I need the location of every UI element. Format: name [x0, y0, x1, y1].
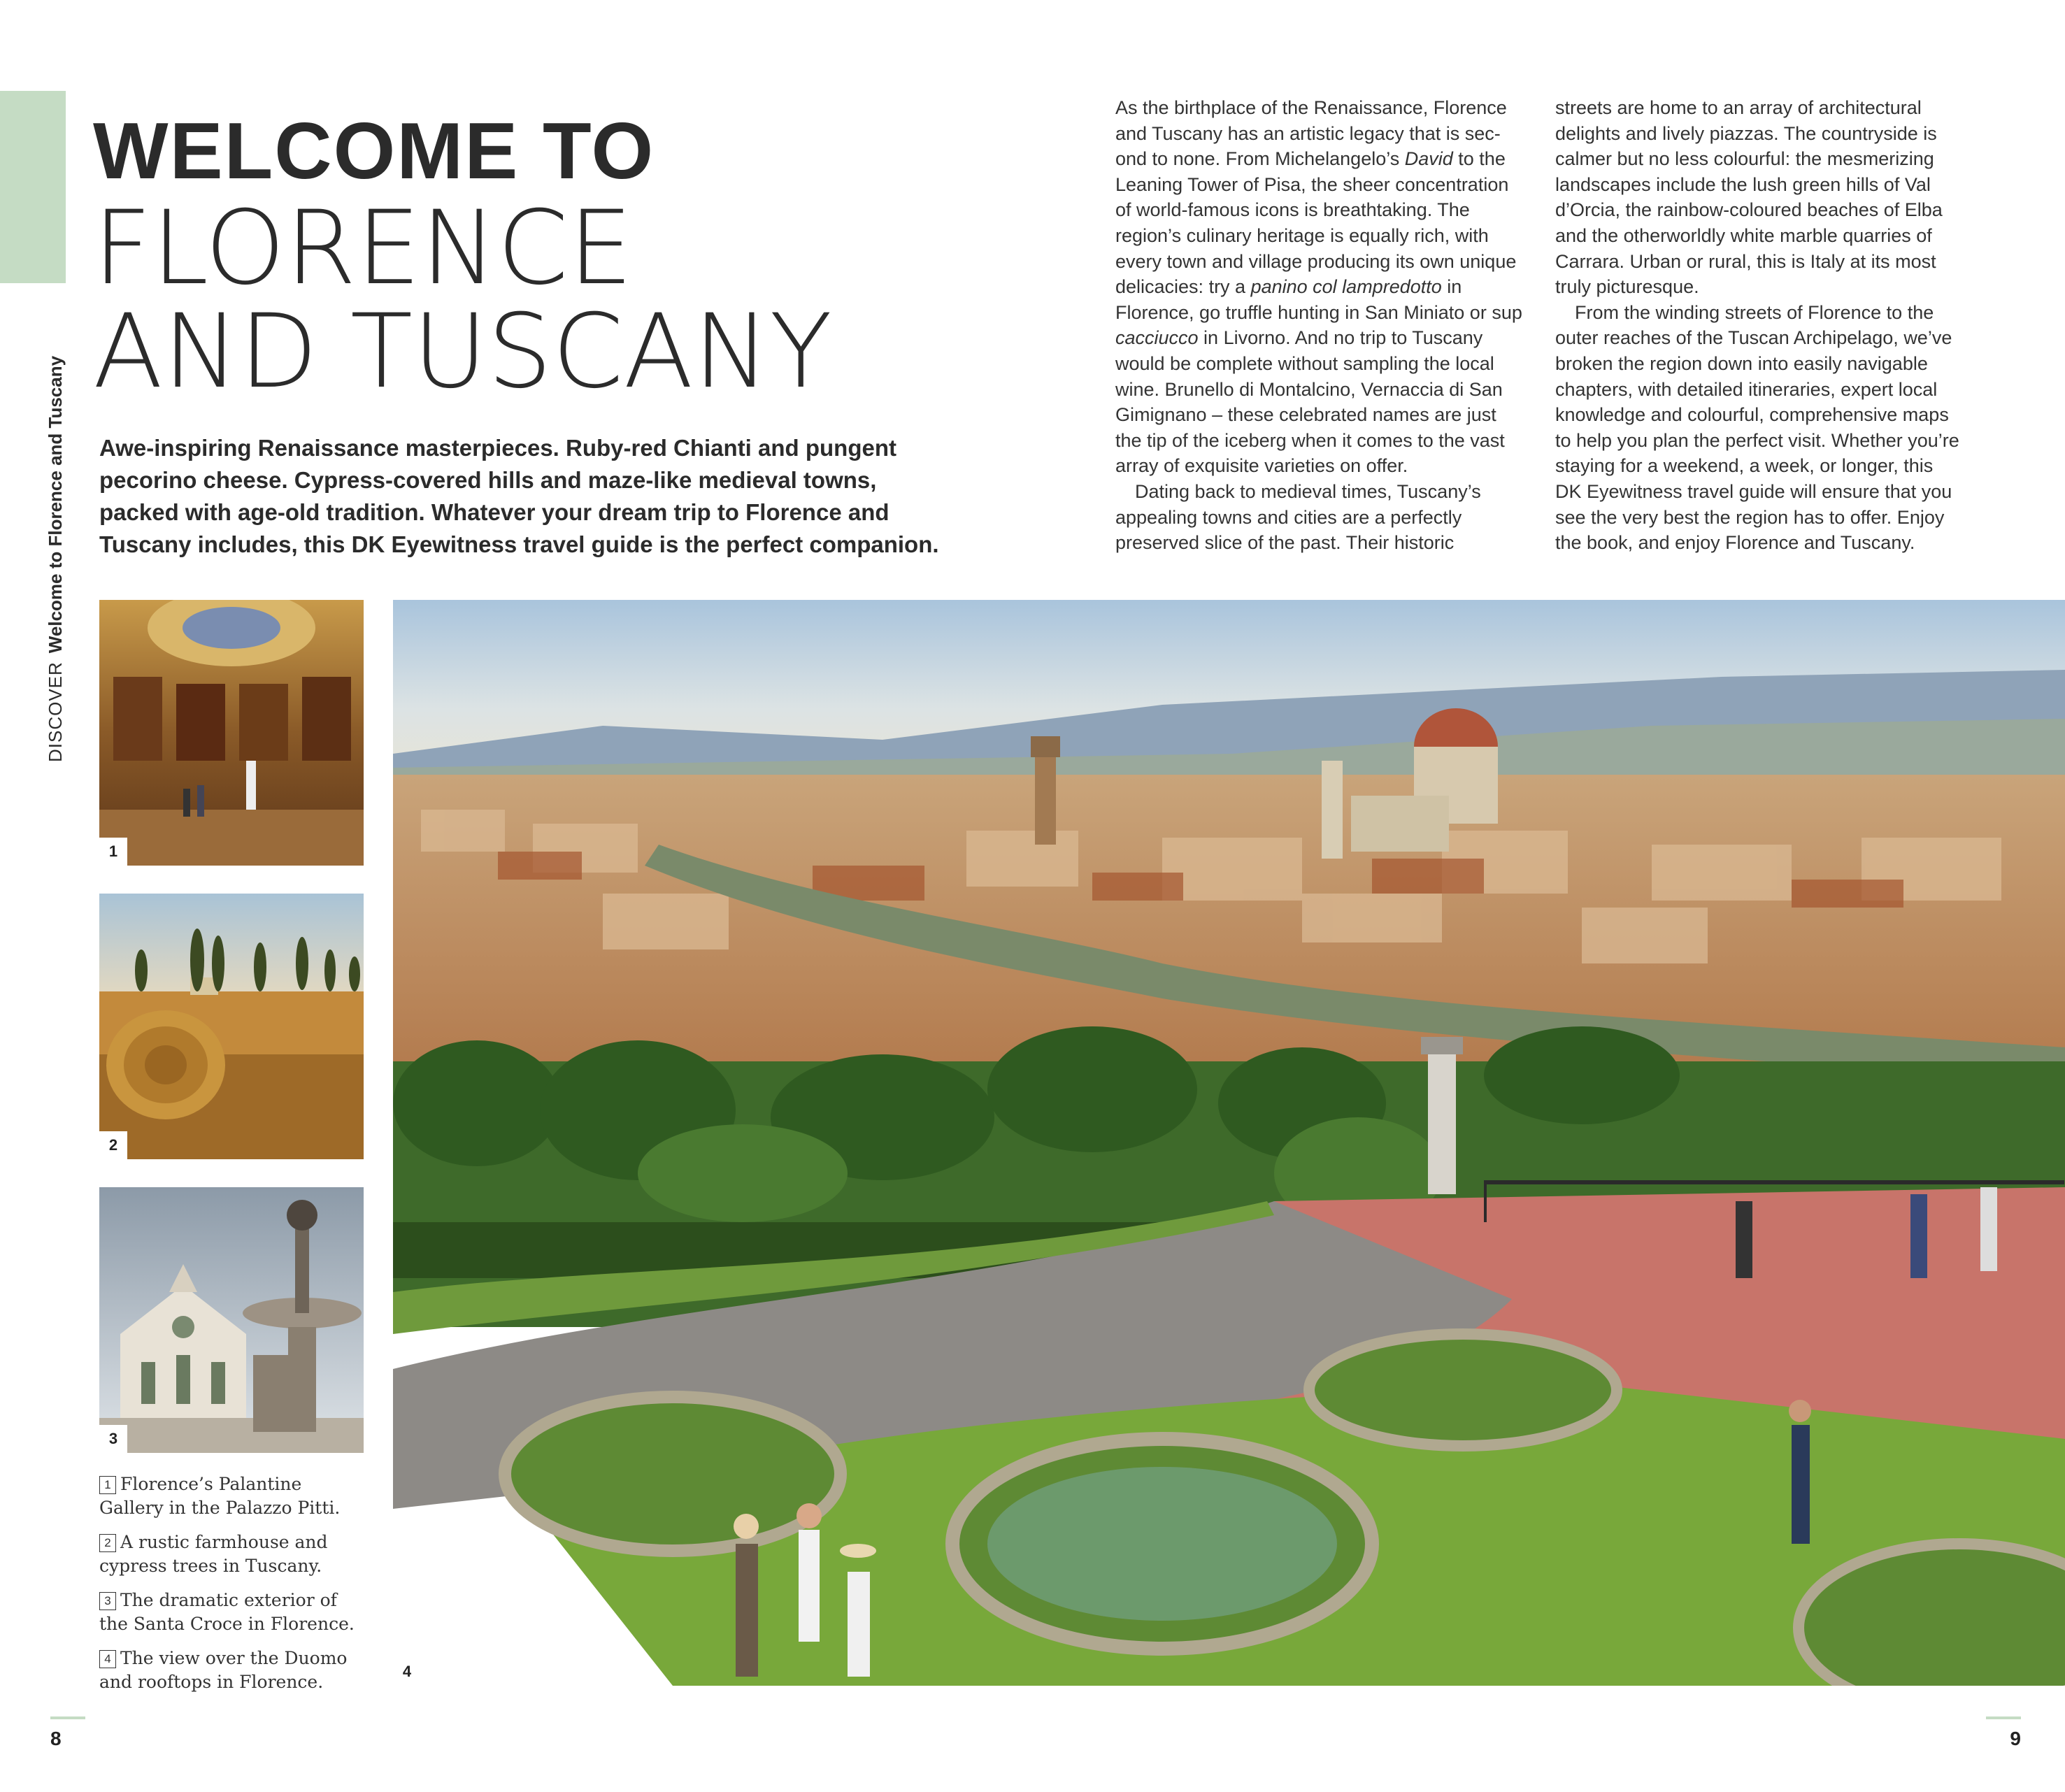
page-number-right: 9	[2010, 1728, 2021, 1749]
running-head-chapter: Welcome to Florence and Tuscany	[45, 355, 66, 654]
section-color-tab	[0, 91, 66, 283]
folio-left-rule	[50, 1716, 85, 1719]
title-line-3: AND TUSCANY	[93, 292, 832, 411]
caption-3: 3 The dramatic exterior of the Santa Croce in Florence.	[99, 1590, 355, 1634]
folio-left	[50, 1716, 92, 1750]
photo-number-4: 4	[393, 1658, 421, 1686]
caption-number-1: 1	[99, 1476, 116, 1494]
body-column-2	[1555, 95, 1964, 556]
photo-florence-panorama	[393, 600, 2065, 1686]
photo-number-3: 3	[99, 1425, 127, 1453]
photo-tuscan-farmhouse	[99, 894, 364, 1159]
folio-right	[1979, 1716, 2021, 1750]
photo-captions	[99, 1472, 365, 1705]
running-head	[45, 356, 66, 762]
caption-number-4: 4	[99, 1650, 116, 1668]
photo-santa-croce	[99, 1187, 364, 1453]
running-head-section: DISCOVER	[45, 661, 66, 762]
body-paragraph-3: streets are home to an array of architectural delights and lively piazzas. The countryside is calmer but no less colourful: the mesmerizing landscapes include the lush green hills of Val d’Orcia, the rainbow-coloured beaches of Elba and the otherworldly white marble quarries of Carrara. Urban or rural, this is Italy at its most truly picturesque.	[1555, 97, 1943, 298]
page-title	[93, 107, 832, 411]
title-line-2: FLORENCE	[93, 189, 634, 308]
photo-number-2: 2	[99, 1131, 127, 1159]
photo-palatine-gallery	[99, 600, 364, 866]
caption-number-2: 2	[99, 1534, 116, 1552]
body-column-1	[1115, 95, 1524, 556]
body-paragraph-4: From the winding streets of Florence to the outer reaches of the Tuscan Archipelago, we’ve broken the region down into easily navigable chapters, with detailed itineraries, expert local knowledge and colourful, comprehensive maps to help you plan the perfect visit. Whether you’re staying for a weekend, a week, or longer, this DK Eyewitness travel guide will ensure that you see the very best the region has to offer. Enjoy the book, and enjoy Florence and Tuscany.	[1555, 301, 1959, 554]
caption-number-3: 3	[99, 1592, 116, 1610]
page-number-left: 8	[50, 1728, 62, 1749]
photo-number-1: 1	[99, 838, 127, 866]
caption-2: 2 A rustic farmhouse and cypress trees in Tuscany.	[99, 1532, 328, 1576]
body-paragraph-1: As the birthplace of the Renaissance, Florence and Tuscany has an artistic legacy that is sec-ond to none. From Michelangelo’s David to the Leaning Tower of Pisa, the sheer concentration of world-famous icons is breathtaking. The region’s culinary heritage is equally rich, with every town and village producing its own unique delicacies: try a panino col lampredotto in Florence, go truffle hunting in San Miniato or sup cacciucco in Livorno. And no trip to Tuscany would be complete without sampling the local wine. Brunello di Montalcino, Vernaccia di San Gimignano – these celebrated names are just the tip of the iceberg when it comes to the vast array of exquisite varieties on offer.	[1115, 97, 1522, 477]
body-paragraph-2: Dating back to medieval times, Tuscany’s appealing towns and cities are a perfectly preserved slice of the past. Their historic	[1115, 480, 1481, 554]
title-line-1: WELCOME TO	[93, 107, 655, 196]
folio-right-rule	[1986, 1716, 2021, 1719]
caption-4: 4 The view over the Duomo and rooftops in Florence.	[99, 1648, 348, 1692]
caption-1: 1 Florence’s Palantine Gallery in the Palazzo Pitti.	[99, 1474, 341, 1518]
intro-paragraph: Awe-inspiring Renaissance masterpieces. Ruby-red Chianti and pungent pecorino cheese. Cypress-covered hills and maze-like medieval towns, packed with age-old tradition. Whatever your dream trip to Florence and Tuscany includes, this DK Eyewitness travel guide is the perfect companion.	[99, 435, 939, 557]
